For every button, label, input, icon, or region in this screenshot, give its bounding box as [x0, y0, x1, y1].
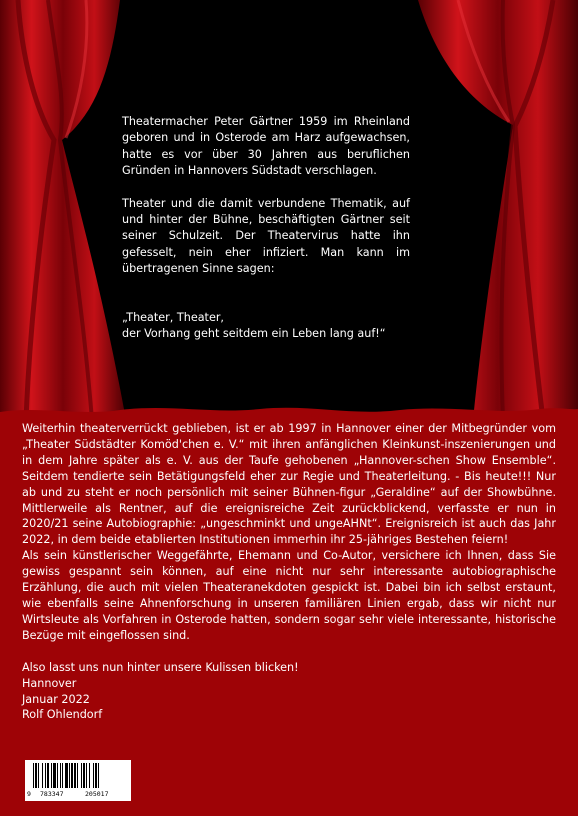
body-paragraph-2: Als sein künstlerischer Weggefährte, Ehemann und Co-Autor, versichere ich Ihnen, dass Sie gewiss gespannt sein können, auf eine nicht nur sehr interessante autobiographische Erzählung, die auch mit vielen Theateranekdoten gespickt ist. Dabei bin ich selbst erstaunt, wie ebenfalls seine Ahnenforschung in unseren familiären Linien ergab, dass wir nicht nur Wirtsleute als Vorfahren in Osterode hatten, sondern sogar sehr viele interessante, historische Bezüge mit eingeflossen sind.: [22, 549, 556, 642]
barcode-bars: [25, 760, 131, 790]
intro-paragraph-2: Theater und die damit verbundene Thematik, auf und hinter der Bühne, beschäftigten Gärtner seit seiner Schulzeit. Der Theatervirus hatte ihn gefesselt, nein eher infiziert. Man kann im übertragenen Sinne sagen:: [122, 196, 410, 276]
left-curtain: [0, 0, 130, 420]
signature-date: Januar 2022: [22, 692, 90, 706]
barcode-group-2: 205017: [85, 790, 109, 798]
right-curtain: [403, 0, 578, 420]
body-paragraph-1: Weiterhin theaterverrückt geblieben, ist er ab 1997 in Hannover einer der Mitbegründer vom „Theater Südstädter Komöd'chen e. V.“ mit ihren anfänglichen Kleinkunst-inszenierungen und in dem Jahre später als e. V. aus der Taufe gehobenen „Hannover-schen Show Ensemble“. Seitdem tendierte sein Betätigungsfeld eher zur Regie und Theaterleitung. - Bis heute!!! Nur ab und zu steht er noch persönlich mit seiner Bühnen-figur „Geraldine“ auf der Showbühne. Mittlerweile als Rentner, auf die ereignisreiche Zeit zurückblickend, verfasste er nun in 2020/21 seine Autobiographie: „ungeschminkt und ungeAHNt“. Ereignisreich ist auch das Jahr 2022, in dem beide etablierten Institutionen immerhin ihr 25-jähriges Bestehen feiern!: [22, 422, 556, 547]
intro-quote-line-2: der Vorhang geht seitdem ein Leben lang auf!“: [122, 327, 386, 341]
isbn-barcode: [25, 760, 131, 801]
body-text: [22, 421, 556, 723]
closing-line: Also lasst uns nun hinter unsere Kulissen blicken!: [22, 660, 299, 674]
signature-place: Hannover: [22, 676, 77, 690]
intro-quote-line-1: „Theater, Theater,: [122, 310, 224, 324]
barcode-group-1: 783347: [40, 790, 64, 798]
intro-text: [122, 114, 410, 342]
barcode-digit-first: 9: [27, 790, 31, 798]
intro-paragraph-1: Theatermacher Peter Gärtner 1959 im Rheinland geboren und in Osterode am Harz aufgewachsen, hatte es vor über 30 Jahren aus beruflichen Gründen in Hannovers Südstadt verschlagen.: [122, 115, 410, 178]
signature-author: Rolf Ohlendorf: [22, 708, 103, 722]
